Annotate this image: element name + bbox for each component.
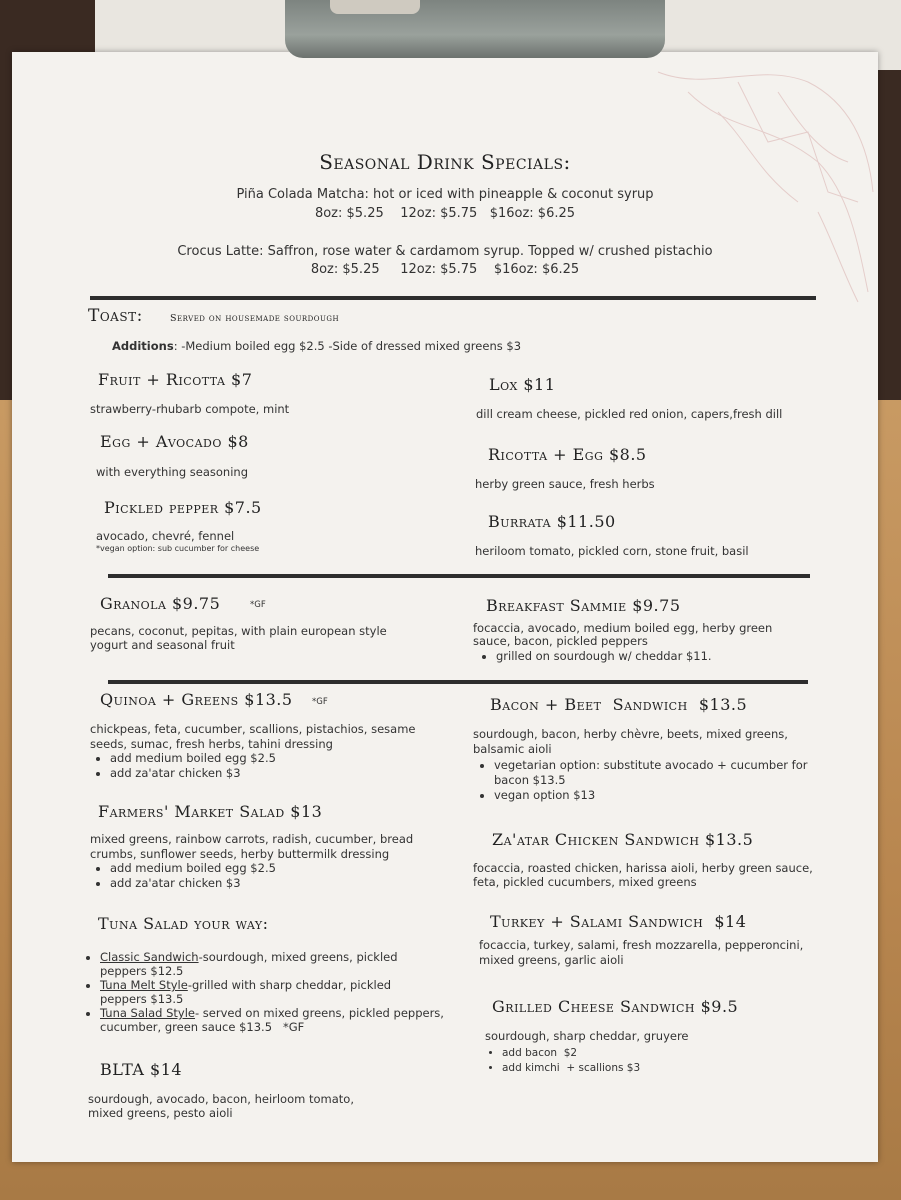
vegan-note: *vegan option: sub cucumber for cheese xyxy=(96,544,260,553)
drink1-prices: 8oz: $5.25 12oz: $5.75 $16oz: $6.25 xyxy=(314,206,576,221)
menu-item-name: Fruit + Ricotta $7 xyxy=(98,370,253,389)
menu-item-description: sourdough, avocado, bacon, heirloom tomato, xyxy=(88,1092,354,1106)
tuna-option-link: Classic Sandwich xyxy=(100,950,199,964)
divider xyxy=(108,680,808,684)
tuna-option-link: Tuna Salad Style xyxy=(100,1006,195,1020)
menu-item-description: sauce, bacon, pickled peppers xyxy=(473,634,648,648)
drink1-description: Piña Colada Matcha: hot or iced with pineapple & coconut syrup xyxy=(236,187,654,202)
menu-item-description: balsamic aioli xyxy=(473,742,552,756)
gf-tag: *GF xyxy=(250,600,266,610)
menu-item-description: mixed greens, garlic aioli xyxy=(479,953,624,967)
clip-highlight xyxy=(330,0,420,14)
menu-item-description: sourdough, bacon, herby chèvre, beets, mixed greens, xyxy=(473,727,788,741)
bullet-list xyxy=(484,1046,640,1076)
list-item: • add za'atar chicken $3 xyxy=(110,766,276,781)
tuna-title: Tuna Salad your way: xyxy=(98,914,269,933)
menu-item-name: BLTA $14 xyxy=(100,1060,183,1079)
bullet-list xyxy=(478,649,712,664)
menu-item-name: Bacon + Beet Sandwich $13.5 xyxy=(490,695,748,714)
menu-item-description: crumbs, sunflower seeds, herby buttermilk dressing xyxy=(90,847,390,861)
menu-item-name: Egg + Avocado $8 xyxy=(100,432,249,451)
menu-item-description: strawberry-rhubarb compote, mint xyxy=(90,402,290,416)
menu-item-description: avocado, chevré, fennel xyxy=(96,529,235,543)
list-item: • vegetarian option: substitute avocado + cucumber for bacon $13.5 xyxy=(494,758,807,788)
list-item: • add medium boiled egg $2.5 xyxy=(110,861,276,876)
menu-item-name: Granola $9.75 xyxy=(100,594,221,613)
divider xyxy=(90,296,816,300)
menu-item-description: mixed greens, pesto aioli xyxy=(88,1106,233,1120)
seasonal-title: Seasonal Drink Specials: xyxy=(319,150,571,174)
tuna-list xyxy=(82,950,444,1034)
list-item: • Tuna Salad Style- served on mixed greens, pickled peppers, cucumber, green sauce $13.5 *GF xyxy=(100,1006,444,1034)
additions-label: Additions xyxy=(112,339,174,353)
list-item: • add za'atar chicken $3 xyxy=(110,876,276,891)
list-item: • Tuna Melt Style-grilled with sharp cheddar, pickled peppers $13.5 xyxy=(100,978,444,1006)
menu-item-name: Quinoa + Greens $13.5 xyxy=(100,690,293,709)
toast-title: Toast: xyxy=(88,306,143,326)
bullet-list xyxy=(476,758,807,803)
divider xyxy=(108,574,810,578)
menu-item-name: Za'atar Chicken Sandwich $13.5 xyxy=(492,830,754,849)
menu-item-description: pecans, coconut, pepitas, with plain european style xyxy=(90,624,387,638)
toast-additions xyxy=(112,339,521,353)
list-item: • add bacon $2 xyxy=(502,1046,640,1061)
drink2-prices: 8oz: $5.25 12oz: $5.75 $16oz: $6.25 xyxy=(310,262,580,277)
list-item: • vegan option $13 xyxy=(494,788,807,803)
menu-item-name: Turkey + Salami Sandwich $14 xyxy=(490,912,747,931)
menu-item-name: Grilled Cheese Sandwich $9.5 xyxy=(492,997,739,1016)
menu-item-name: Breakfast Sammie $9.75 xyxy=(486,596,681,615)
menu-item-description: mixed greens, rainbow carrots, radish, cucumber, bread xyxy=(90,832,414,846)
gf-tag: *GF xyxy=(312,697,328,707)
bullet-list xyxy=(92,751,276,781)
list-item: • add medium boiled egg $2.5 xyxy=(110,751,276,766)
drink2-description: Crocus Latte: Saffron, rose water & cardamom syrup. Topped w/ crushed pistachio xyxy=(177,244,713,259)
menu-item-name: Ricotta + Egg $8.5 xyxy=(488,445,647,464)
list-item: • Classic Sandwich-sourdough, mixed greens, pickled peppers $12.5 xyxy=(100,950,444,978)
tuna-option-link: Tuna Melt Style xyxy=(100,978,188,992)
menu-item-description: chickpeas, feta, cucumber, scallions, pistachios, sesame xyxy=(90,722,416,736)
menu-item-name: Lox $11 xyxy=(489,375,556,394)
additions-text: : -Medium boiled egg $2.5 -Side of dressed mixed greens $3 xyxy=(173,339,522,353)
menu-item-name: Burrata $11.50 xyxy=(488,512,616,531)
menu-item-description: focaccia, roasted chicken, harissa aioli, herby green sauce, xyxy=(473,861,813,875)
menu-item-description: herby green sauce, fresh herbs xyxy=(475,477,655,491)
menu-sheet xyxy=(12,52,878,1162)
menu-item-description: heriloom tomato, pickled corn, stone fruit, basil xyxy=(475,544,749,558)
menu-item-description: dill cream cheese, pickled red onion, capers,fresh dill xyxy=(476,407,783,421)
menu-item-description: focaccia, turkey, salami, fresh mozzarella, pepperoncini, xyxy=(479,938,804,952)
menu-item-name: Pickled pepper $7.5 xyxy=(104,498,262,517)
menu-item-name: Farmers' Market Salad $13 xyxy=(98,802,323,821)
bullet-list xyxy=(92,861,276,891)
list-item: • grilled on sourdough w/ cheddar $11. xyxy=(496,649,712,664)
menu-item-description: yogurt and seasonal fruit xyxy=(90,638,235,652)
toast-subtitle: Served on housemade sourdough xyxy=(170,313,340,324)
menu-item-description: seeds, sumac, fresh herbs, tahini dressing xyxy=(90,737,333,751)
menu-item-description: with everything seasoning xyxy=(96,465,248,479)
menu-item-description: focaccia, avocado, medium boiled egg, herby green xyxy=(473,621,773,635)
menu-item-description: sourdough, sharp cheddar, gruyere xyxy=(485,1029,689,1043)
menu-item-description: feta, pickled cucumbers, mixed greens xyxy=(473,875,697,889)
list-item: • add kimchi + scallions $3 xyxy=(502,1061,640,1076)
